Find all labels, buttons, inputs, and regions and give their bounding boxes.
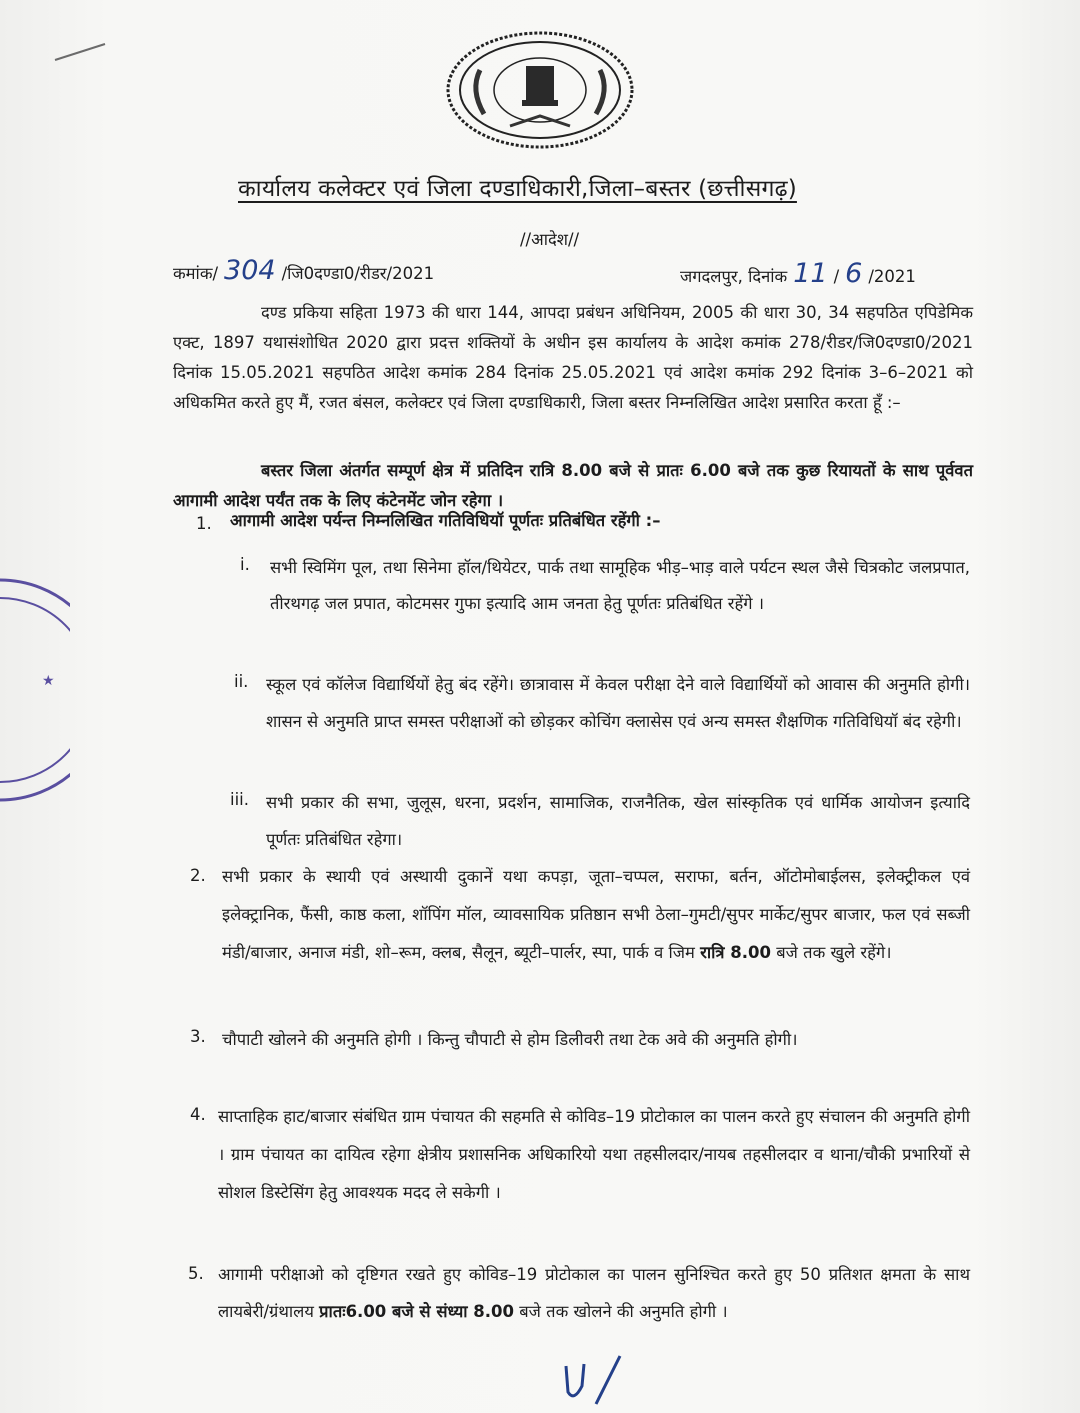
item-1-iii-number: iii. — [230, 790, 249, 809]
government-emblem-seal — [440, 30, 640, 150]
item-1-iii-text: सभी प्रकार की सभा, जुलूस, धरना, प्रदर्शन, सामाजिक, राजनैतिक, खेल सांस्कृतिक एवं धार्मिक आयोजन इत्यादि पूर्णतः प्रतिबंधित रहेगा। — [266, 793, 970, 849]
item-4-text: साप्ताहिक हाट/बाजार संबंधित ग्राम पंचायत की सहमति से कोविड–19 प्रोटोकाल का पालन करते हुए संचालन की अनुमति होगी । ग्राम पंचायत का दायित्व रहेगा क्षेत्रीय प्रशासनिक अधिकारियो यथा तहसीलदार/नायब तहसीलदार व थाना/चौकी प्रभारियों से सोशल डिस्टेसिंग हेतु आवश्यक मदद ले सकेगी । — [218, 1107, 970, 1202]
intro-paragraph: दण्ड प्रकिया सहिता 1973 की धारा 144, आपदा प्रबंधन अधिनियम, 2005 की धारा 30, 34 सहपठित एपिडेमिक एक्ट, 1897 यथासंशोधित 2020 द्वारा प्रदत्त शक्तियों के अधीन इस कार्यालय के आदेश कमांक 278/रीडर/जि0दण्डा0/2021 दिनांक 15.05.2021 सहपठित आदेश कमांक 284 दिनांक 25.05.2021 एवं आदेश कमांक 292 दिनांक 3–6–2021 को अधिकमित करते हुए मैं, रजत बंसल, कलेक्टर एवं जिला दण्डाधिकारी, जिला बस्तर निम्नलिखित आदेश प्रसारित करता हूँ :– — [173, 303, 973, 412]
item-1-i-text: सभी स्विमिंग पूल, तथा सिनेमा हॉल/थियेटर, पार्क तथा सामूहिक भीड़–भाड़ वाले पर्यटन स्थल जैसे चित्रकोट जलप्रपात, तीरथगढ़ जल प्रपात, कोटमसर गुफा इत्यादि आम जनता हेतु पूर्णतः प्रतिबंधित रहेंगे । — [270, 558, 970, 613]
date-prefix: जगदलपुर, दिनांक — [680, 267, 788, 286]
item-1-ii-number: ii. — [234, 672, 249, 691]
item-5-bold-time: प्रातः6.00 बजे से संध्या 8.00 — [319, 1302, 514, 1321]
order-heading: //आदेश// — [520, 230, 580, 249]
office-title: कार्यालय कलेक्टर एवं जिला दण्डाधिकारी,जिला–बस्तर (छत्तीसगढ़) — [238, 176, 797, 202]
item-5-number: 5. — [188, 1264, 204, 1283]
ref-handwritten-number: 304 — [224, 255, 276, 286]
date-line — [680, 260, 916, 287]
containment-paragraph: बस्तर जिला अंतर्गत सम्पूर्ण क्षेत्र में प्रतिदिन रात्रि 8.00 बजे से प्रातः 6.00 बजे तक कुछ रियायतों के साथ पूर्ववत आगामी आदेश पर्यंत तक के लिए कंटेनमेंट जोन रहेगा । — [173, 461, 973, 510]
item-1-ii-text: स्कूल एवं कॉलेज विद्यार्थियों हेतु बंद रहेंगे। छात्रावास में केवल परीक्षा देने वाले विद्यार्थियों को आवास की अनुमति होगी। शासन से अनुमति प्राप्त समस्त परीक्षाओं को छोड़कर कोचिंग क्लासेस एवं अन्य समस्त शैक्षणिक गतिविधियॉ बंद रहेगी। — [266, 675, 970, 731]
item-1-number: 1. — [196, 514, 212, 533]
item-2-body: सभी प्रकार के स्थायी एवं अस्थायी दुकानें यथा कपड़ा, जूता–चप्पल, सराफा, बर्तन, ऑटोमोबाईलस, इलेक्ट्रीकल एवं इलेक्ट्रानिक, फैंसी, काष्ठ कला, शॉपिंग मॉल, व्यावसायिक प्रतिष्ठान सभी ठेला–गुमटी/सुपर मार्केट/सुपर बाजार, फल एवं सब्जी मंडी/बाजार, अनाज मंडी, शो–रूम, क्लब, सैलून, ब्यूटी–पार्लर, स्पा, पार्क व जिम — [222, 867, 970, 962]
date-year: /2021 — [868, 267, 916, 286]
item-2-bold-time: रात्रि 8.00 — [700, 943, 771, 962]
handwritten-initials — [560, 1352, 630, 1407]
date-sep: / — [833, 267, 840, 286]
item-2-tail: बजे तक खुले रहेंगे। — [776, 943, 892, 962]
reference-number — [173, 257, 434, 284]
date-month-handwritten: 6 — [845, 258, 863, 289]
item-5-tail: बजे तक खोलने की अनुमति होगी । — [519, 1302, 728, 1321]
item-2-number: 2. — [190, 866, 206, 885]
svg-text:★: ★ — [42, 673, 55, 689]
item-3-number: 3. — [190, 1027, 206, 1046]
item-3-text: चौपाटी खोलने की अनुमति होगी । किन्तु चौपाटी से होम डिलीवरी तथा टेक अवे की अनुमति होगी। — [222, 1030, 798, 1049]
ref-suffix: /जि0दण्डा0/रीडर/2021 — [281, 264, 435, 283]
item-4-number: 4. — [190, 1105, 206, 1124]
pen-stroke-mark — [50, 38, 110, 68]
item-1-i-number: i. — [240, 555, 250, 574]
item-5-text — [218, 1256, 970, 1330]
ref-prefix: कमांक/ — [173, 264, 219, 283]
item-5-body: आगामी परीक्षाओ को दृष्टिगत रखते हुए कोविड–19 प्रोटोकाल का पालन सुनिश्चित करते हुए 50 प्रतिशत क्षमता के साथ लायबेरी/ग्रंथालय — [218, 1265, 970, 1321]
item-1-text: आगामी आदेश पर्यन्त निम्नलिखित गतिविधियॉ पूर्णतः प्रतिबंधित रहेंगी :– — [230, 511, 661, 530]
date-day-handwritten: 11 — [793, 258, 828, 289]
item-2-text — [222, 858, 970, 972]
office-round-stamp — [0, 575, 70, 805]
